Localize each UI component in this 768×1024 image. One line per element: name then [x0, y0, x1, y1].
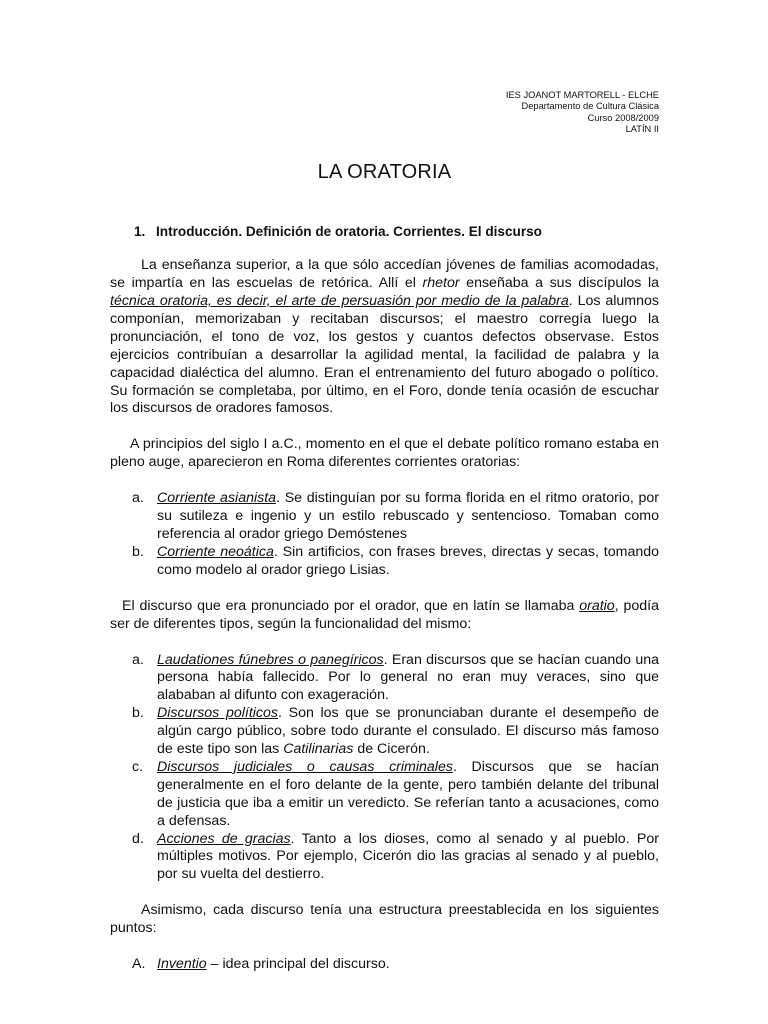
document-page	[110, 90, 659, 974]
paragraph-text: , podía ser de diferentes tipos, según la funcionalidad del mismo:	[110, 597, 659, 632]
rhetor-term: rhetor	[422, 275, 460, 292]
list-text: . Son los que se pronunciaban durante el desempeño de algún cargo público, sobre todo durante el consulado. El discurso más famoso de este tipo son las	[157, 705, 659, 758]
paragraph-text: El discurso que era pronunciado por el orador, que en latín se llamaba	[122, 597, 580, 614]
list-item	[110, 652, 659, 706]
list-term: Corriente neoática	[157, 543, 274, 560]
paragraph-corrientes: A principios del siglo I a.C., momento en el que el debate político romano estaba en pleno auge, aparecieron en Roma diferentes corrientes oratorias:	[110, 436, 659, 471]
list-text: . Discursos que se hacían generalmente en el foro delante de la gente, pero también delante del tribunal de justicia que iba a emitir un veredicto. Se referían tanto a acusaciones, como a defensas.	[157, 758, 659, 829]
header-school: IES JOANOT MARTORELL - ELCHE	[505, 90, 659, 100]
discursos-list	[110, 652, 659, 885]
list-term: Inventio	[157, 956, 207, 973]
list-item	[110, 544, 659, 580]
oratio-term: oratio	[579, 597, 615, 614]
list-text: de Cicerón.	[353, 741, 430, 758]
partes-list	[110, 956, 659, 974]
list-text: . Eran discursos que se hacían cuando una persona había fallecido. Por lo general no eran muy veraces, sino que alababan al difunto con exageración.	[157, 651, 659, 704]
list-marker: A.	[132, 956, 146, 973]
list-marker: b.	[132, 543, 144, 560]
document-header	[110, 90, 659, 135]
list-term: Discursos políticos	[157, 705, 278, 722]
list-text: – idea principal del discurso.	[206, 956, 390, 973]
list-term: Acciones de gracias	[157, 830, 291, 847]
list-item	[110, 831, 659, 885]
list-item	[110, 490, 659, 544]
list-marker: b.	[132, 705, 144, 722]
list-text: . Se distinguían por su forma florida en el ritmo oratorio, por su sutileza e ingenio y un estilo rebuscado y sentencioso. Tomaban como referencia al orador griego Demóstenes	[157, 490, 660, 542]
header-course: Curso 2008/2009	[587, 112, 659, 123]
header-subject: LATÍN II	[625, 123, 659, 134]
list-term: Laudationes fúnebres o panegíricos	[157, 651, 384, 668]
list-item	[110, 759, 659, 831]
list-item	[110, 705, 659, 759]
section-number: 1.	[134, 224, 146, 240]
header-department: Departamento de Cultura Clásica	[521, 101, 659, 112]
paragraph-intro	[110, 257, 659, 418]
paragraph-discurso	[110, 598, 659, 634]
list-marker: d.	[132, 830, 144, 847]
list-marker: a.	[132, 490, 144, 507]
tecnica-oratoria-term: técnica oratoria, es decir, el arte de persuasión por medio de la palabra	[110, 293, 569, 309]
catilinarias-term: Catilinarias	[283, 741, 354, 758]
section-heading-text: Introducción. Definición de oratoria. Corrientes. El discurso	[156, 224, 542, 240]
page-title: LA ORATORIA	[317, 161, 452, 184]
list-item	[110, 956, 659, 974]
list-text: . Sin artificios, con frases breves, directas y secas, tomando como modelo al orador griego Lisias.	[157, 543, 660, 578]
list-marker: a.	[132, 651, 144, 668]
list-text: . Tanto a los dioses, como al senado y al pueblo. Por múltiples motivos. Por ejemplo, Cicerón dio las gracias al senado y al pueblo, por su vuelta del destierro.	[157, 830, 659, 883]
paragraph-text: La enseñanza superior, a la que sólo accedían jóvenes de familias acomodadas, se impartía en las escuelas de retórica. Allí el	[110, 257, 659, 292]
list-marker: c.	[132, 758, 144, 775]
paragraph-text: . Los alumnos componían, memorizaban y recitaban discursos; el maestro corregía luego la pronunciación, el tono de voz, los gestos y cuantos defectos observase. Estos ejercicios contribuían a desarrollar la agilidad mental, la facilidad de palabra y la capacidad dialéctica del alumno. Eran el entrenamiento del futuro abogado o político. Su formación se completaba, por último, en el Foro, donde tenía ocasión de escuchar los discursos de oradores famosos.	[110, 293, 660, 417]
paragraph-text: enseñaba a sus discípulos la	[459, 275, 659, 292]
list-term: Discursos judiciales o causas criminales	[157, 758, 453, 775]
paragraph-estructura: Asimismo, cada discurso tenía una estructura preestablecida en los siguientes puntos:	[110, 902, 659, 937]
corrientes-list	[110, 490, 659, 580]
section-heading	[134, 224, 659, 239]
list-term: Corriente asianista	[157, 490, 277, 507]
